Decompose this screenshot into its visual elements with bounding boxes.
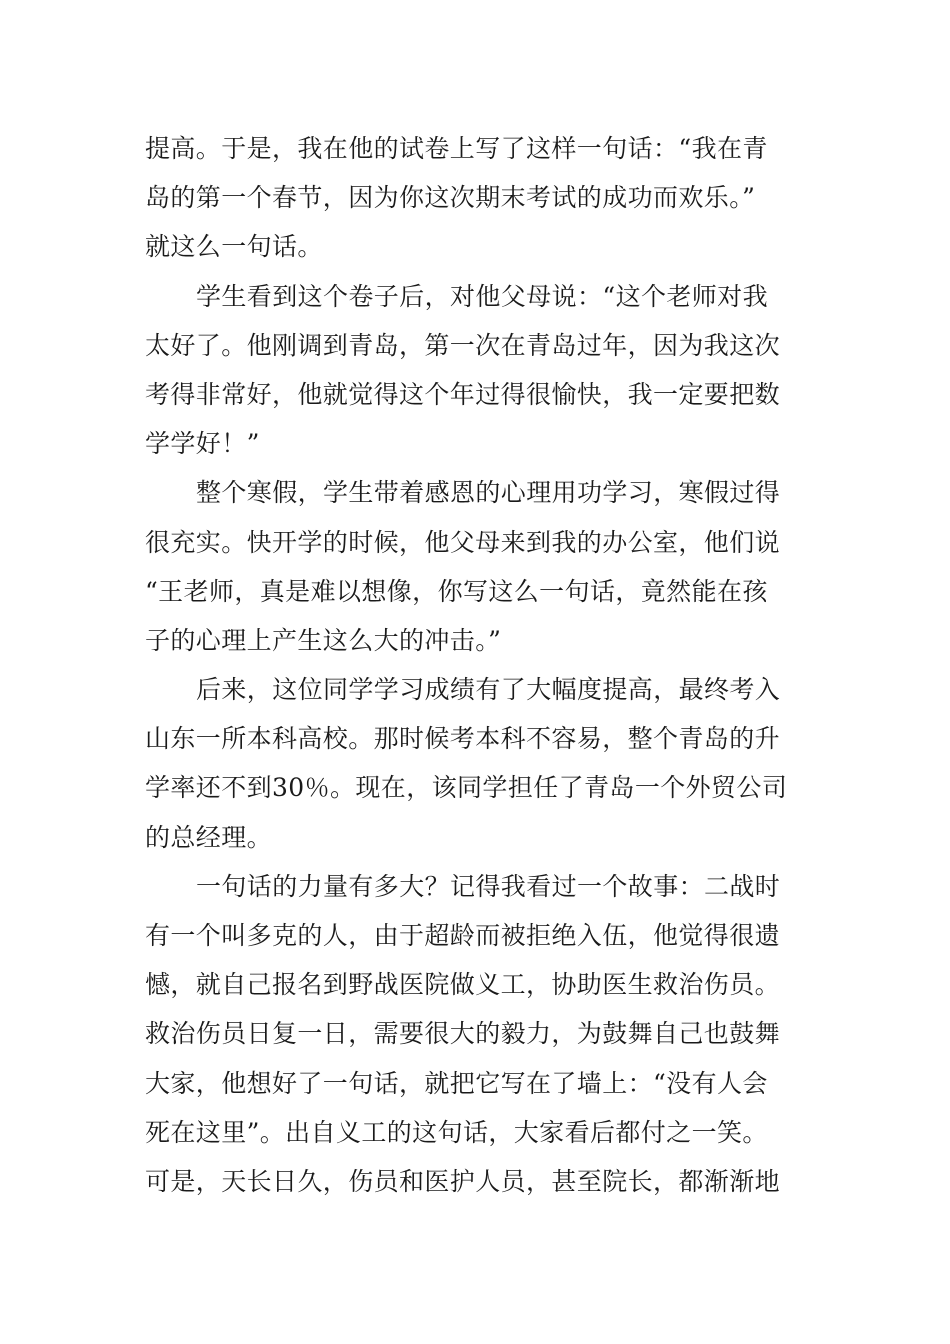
text-line: 的总经理。	[145, 822, 273, 852]
text-line: 憾，就自己报名到野战医院做义工，协助医生救治伤员。	[145, 970, 781, 1000]
text-line: 子的心理上产生这么大的冲击。”	[145, 625, 502, 655]
text-line: 救治伤员日复一日，需要很大的毅力，为鼓舞自己也鼓舞	[145, 1019, 781, 1049]
paragraph-first-line: 一句话的力量有多大？记得我看过一个故事：二战时	[196, 871, 781, 901]
paragraph-first-line: 整个寒假，学生带着感恩的心理用功学习，寒假过得	[196, 478, 781, 508]
text-line: 学学好！”	[145, 429, 260, 459]
body-text	[145, 124, 809, 1206]
text-line: 提高。于是，我在他的试卷上写了这样一句话：“我在青	[145, 134, 768, 163]
text-line: 死在这里”。出自义工的这句话，大家看后都付之一笑。	[145, 1117, 768, 1147]
paragraph-first-line: 后来，这位同学学习成绩有了大幅度提高，最终考入	[196, 675, 781, 705]
text-line: 考得非常好，他就觉得这个年过得很愉快，我一定要把数	[145, 379, 781, 409]
text-line: 很充实。快开学的时候，他父母来到我的办公室，他们说	[145, 527, 781, 557]
text-line: “王老师，真是难以想像，你写这么一句话，竟然能在孩	[145, 576, 768, 606]
text-line: 可是，天长日久，伤员和医护人员，甚至院长，都渐渐地	[145, 1166, 781, 1196]
text-line: 太好了。他刚调到青岛，第一次在青岛过年，因为我这次	[145, 330, 781, 360]
text-line: 学率还不到30％。现在，该同学担任了青岛一个外贸公司	[145, 773, 788, 803]
text-line: 山东一所本科高校。那时候考本科不容易，整个青岛的升	[145, 724, 781, 754]
text-line: 岛的第一个春节，因为你这次期末考试的成功而欢乐。”	[145, 183, 756, 213]
text-line: 大家，他想好了一句话，就把它写在了墙上：“没有人会	[145, 1068, 768, 1098]
paragraph-first-line: 学生看到这个卷子后，对他父母说：“这个老师对我	[196, 281, 768, 311]
text-line: 有一个叫多克的人，由于超龄而被拒绝入伍，他觉得很遗	[145, 921, 781, 950]
text-line: 就这么一句话。	[145, 232, 323, 262]
